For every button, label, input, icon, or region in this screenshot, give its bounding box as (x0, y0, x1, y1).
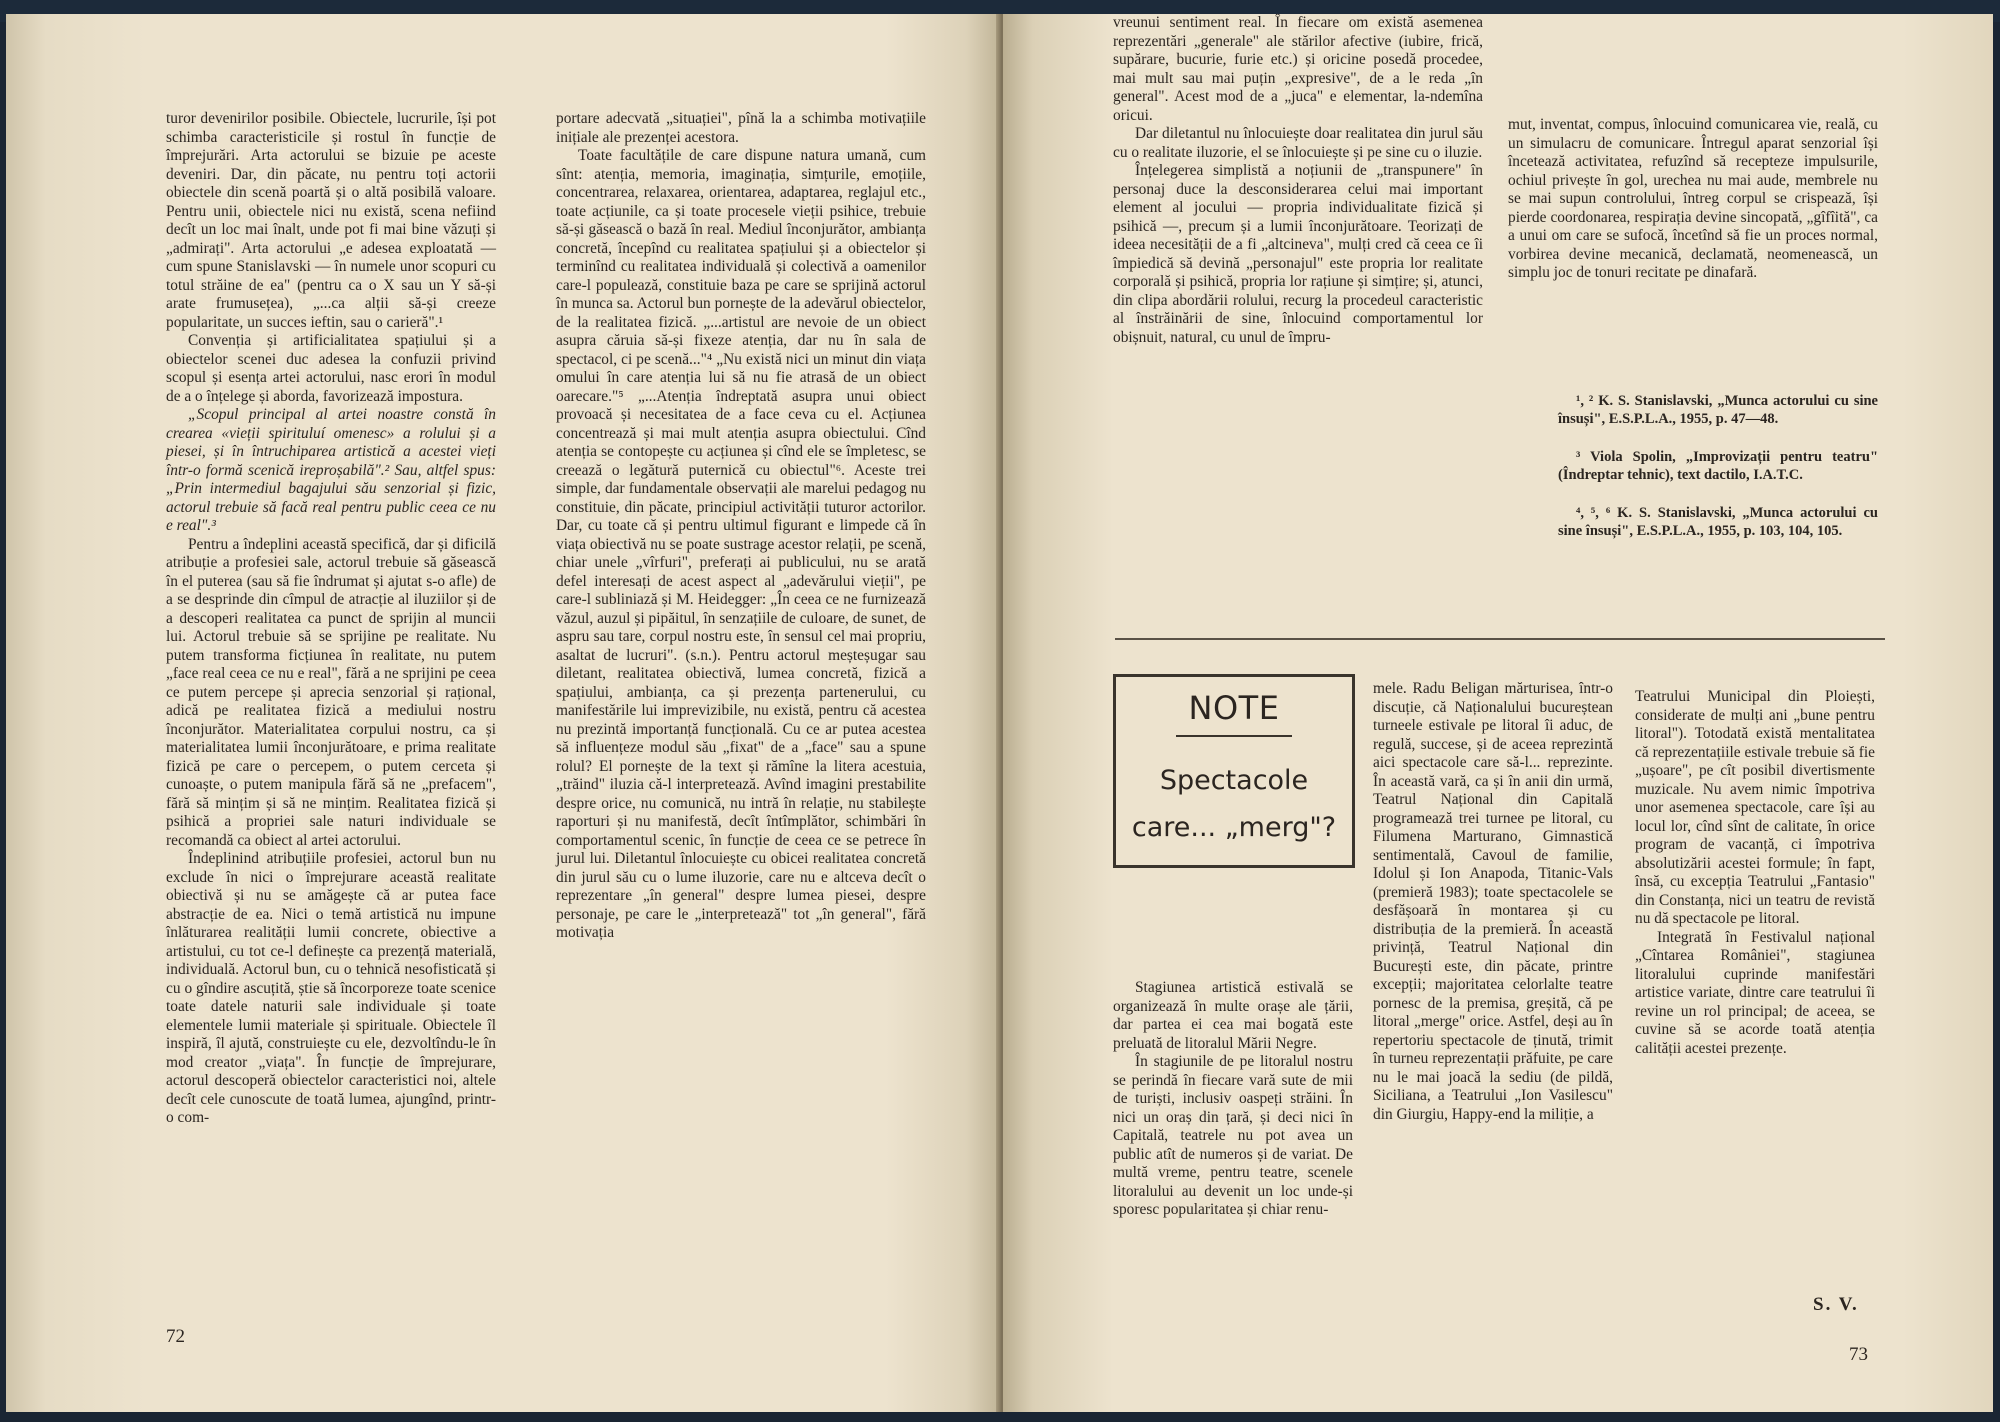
paragraph: Îndeplinind atribuțiile profesiei, actorul bun nu exclude în nici o împrejurare această realitate obiectivă și nu se amăgește că ar putea face abstracție de ea. Nici o temă artistică nu impune înlăturarea realității lumii concrete, obiective a artistului, cu tot ce-l definește ca prezență materială, individuală. Actorul bun, cu o tehnică nesofisticată și cu o gîndire ascuțită, știe să încorporeze toate scenice toate datele naturii sale individuale și toate elementele lumii materiale și spirituale. Obiectele îl inspiră, îl ajută, construiește cu ele, dezvoltîndu-le în mod creator „viața". În funcție de împrejurare, actorul descoperă obiectelor caracteristici noi, altele decît cele cunoscute de toată lumea, ajungînd, printr-o com- (166, 850, 496, 1126)
paragraph: portare adecvată „situației", pînă la a schimba motivațiile inițiale ale prezenței acestora. (556, 110, 926, 146)
right-page (1003, 14, 1993, 1412)
footnotes (1558, 392, 1878, 560)
paragraph: vreunui sentiment real. În fiecare om există asemenea reprezentări „generale" ale stărilor afective (iubire, frică, supărare, bucurie, furie etc.) și oricine posedă procedee, mai mult sau mai puțin „expresive", de a le reda „în general". Acest mod de a „juca" e elementar, la-ndemîna oricui. (1113, 14, 1483, 124)
article-title-line-1: Spectacole (1159, 765, 1309, 796)
footnote: ⁴, ⁵, ⁶ K. S. Stanislavski, „Munca actorului cu sine însuși", E.S.P.L.A., 1955, p. 103, 104, 105. (1558, 505, 1878, 539)
paragraph: Integrată în Festivalul național „Cîntarea României", stagiunea litoralului cuprinde manifestări artistice variate, dintre care teatrului îi revine un rol principal; de aceea, se cuvine să se acorde toată atenția calității acestei prezențe. (1635, 928, 1875, 1057)
paragraph: Toate facultățile de care dispune natura umană, cum sînt: atenția, memoria, imaginația, simțurile, emoțiile, concentrarea, relaxarea, orientarea, adaptarea, reglajul etc., toate acțiunile, ca și toate procesele vieții psihice, trebuie să-și găsească o bază în real. Mediul înconjurător, ambianța concretă, începînd cu realitatea spațiului și a obiectelor și terminînd cu realitatea individuală și colectivă a oamenilor care-l populează, constituie baza pe care se sprijină actorul în munca sa. Actorul bun pornește de la adevărul obiectelor, de la realitatea fizică. „...artistul are nevoie de un obiect asupra căruia să-și fixeze atenția, dar nu în sala de spectacol, ci pe scenă..."⁴ „Nu există nici un minut din viața omului în care atenția lui să nu fie atrasă de un obiect oarecare."⁵ „...Atenția îndreptată asupra unui obiect provoacă și necesitatea de a face ceva cu el. Acțiunea concentrează și mai mult atenția asupra obiectului. Cînd atenția se contopește cu acțiunea și cînd ele se împletesc, se creează o legătură puternică cu obiectul"⁶. Aceste trei simple, dar fundamentale observații ale marelui pedagog nu constituie, din păcate, principiul activității tuturor actorilor. Dar, cu toate că și pentru ultimul figurant e limpede că în viața obiectivă nu se poate sustrage acestor relații, pe scenă, chiar unele „vîrfuri", preferați ai publicului, nu se arată defel interesați de acest aspect al „adevărului vieții", pe care-l subliniază și M. Heidegger: „În ceea ce ne furnizează văzul, auzul și pipăitul, în senzațiile de culoare, de sunet, de aspru sau tare, corpul nostru este, în sensul cel mai propriu, asaltat de lucruri". (s.n.). Pentru actorul meșteșugar sau diletant, realitatea obiectivă, lumea concretă, fizică a spațiului, ambianța, ca și prezența partenerului, cu manifestările lui imprevizibile, nu există, pentru că acestea nu prezintă importanță funcțională. Cu ce ar putea acestea să influențeze modul său „fixat" de a „face" sau a spune rolul? El pornește de la text și rămîne la litera acestuia, „trăind" iluzia că-l interpretează. Avînd imagini prestabilite despre orice, nu comunică, nu intră în relație, nu stabilește raporturi și nu manifestă, decît întîmplător, schimbări în comportamentul scenic, în funcție de ceea ce se petrece în jurul lui. Diletantul înlocuiește cu obicei realitatea concretă din jurul său cu o lume iluzorie, care nu e altceva decît o reprezentare „în general" despre lumea piesei, despre personaje, pe care le „interpretează" tot „în general", fără motivația (556, 147, 926, 941)
paragraph: Convenția și artificialitatea spațiului și a obiectelor scenei duc adesea la confuzii privind scopul și esența artei actorului, nasc erori în modul de a o înțelege și aborda, favorizează impostura. (166, 332, 496, 405)
paragraph: Dar diletantul nu înlocuiește doar realitatea din jurul său cu o realitate iluzorie, el se înlocuiește și pe sine cu o iluzie. (1113, 125, 1483, 161)
page-number: 73 (1849, 1344, 1868, 1365)
paragraph: Stagiunea artistică estivală se organizează în multe orașe ale țării, dar partea ei cea mai bogată este preluată de litoralul Mării Negre. (1113, 979, 1353, 1052)
paragraph: Înțelegerea simplistă a noțiunii de „transpunere" în personaj duce la desconsiderarea celui mai important element al jocului — propria individualitate fizică și psihică —, precum și a lumii înconjurătoare. Teorizați de ideea necesității de a fi „altcineva", mulți cred că ceea ce îi împiedică să devină „personajul" este propria lor realitate corporală și psihică, propria lor rațiune și simțire; și, atunci, din clipa abordării rolului, recurg la procedeul caracteristic al înstrăinării de sine, înlocuind comportamentul lor obișnuit, natural, cu unul de împru- (1113, 162, 1483, 346)
footnote: ¹, ² K. S. Stanislavski, „Munca actorului cu sine însuși", E.S.P.L.A., 1955, p. 47—48. (1558, 393, 1878, 427)
paragraph: Pentru a îndeplini această specifică, dar și dificilă atribuție a profesiei sale, actorul trebuie să găsească în el puterea (sau să fie îndrumat și ajutat s-o afle) de a se desprinde din cîmpul de atracție al iluziilor și de a descoperi realitatea ca punct de sprijin al muncii lui. Actorul trebuie să se sprijine pe realitate. Nu putem transforma ficțiunea în realitate, nu putem „face real ceea ce nu e real", fără a ne sprijini pe ceea ce putem percepe și aprecia senzorial și rațional, adică pe realitatea fizică a mediului nostru înconjurător. Materialitatea corpului nostru, ca și materialitatea lumii înconjurătoare, e prima realitate fizică pe care o percepem, o putem cerceta și cunoaște, o putem manipula fără să ne „prefacem", fără să mințim și să ne mințim. Realitatea fizică și psihică a propriei sale naturi individuale se recomandă ca obiect al artei actorului. (166, 535, 496, 849)
notes-heading: NOTE (1188, 689, 1280, 727)
footnote: ³ Viola Spolin, „Improvizații pentru teatru" (Îndreptar tehnic), text dactilo, I.A.T.C. (1558, 449, 1878, 483)
author-signature: S. V. (1813, 1294, 1859, 1315)
article-title-line-2: care... „merg"? (1131, 812, 1337, 843)
heading-underline (1176, 735, 1292, 737)
notes-column-3 (1635, 688, 1875, 1058)
left-page-column-1 (166, 110, 496, 1128)
page-number: 72 (166, 1326, 185, 1347)
paragraph: mut, inventat, compus, înlocuind comunicarea vie, reală, cu un simulacru de comunicare. Întregul aparat senzorial își încetează activitatea, refuzînd să recepteze impulsurile, ochiul privește în gol, urechea nu mai aude, membrele nu se mai supun controlului, întreg corpul se crispează, își pierde coordonarea, respirația devine sincopată, „gîfîită", ca a unui om care se sufocă, încetînd să fie un proces normal, vorbirea devine mecanică, declamată, neomenească, un simplu joc de tonuri recitate pe dinafară. (1508, 116, 1878, 281)
paragraph: În stagiunile de pe litoralul nostru se perindă în fiecare vară sute de mii de turiști, inclusiv oaspeți străini. În nici un oraș din țară, și deci nici în Capitală, teatrele nu pot avea un public atît de numeros și de variat. De multă vreme, pentru teatre, scenele litoralului au devenit un loc unde-și sporesc popularitatea și chiar renu- (1113, 1053, 1353, 1218)
paragraph: mele. Radu Beligan mărturisea, într-o discuție, că Naționalului bucureștean turneele estivale pe litoral îi aduc, de regulă, succese, și de aceea reprezintă aici spectacole care să-l... reprezinte. În această vară, ca și în anii din urmă, Teatrul Național din Capitală programează trei turnee pe litoral, cu Filumena Marturano, Gimnastică sentimentală, Cavoul de familie, Idolul și Ion Anapoda, Titanic-Vals (premieră 1983); toate spectacolele se desfășoară în montarea și cu distribuția de la premieră. În această privință, Teatrul Național din București este, din păcate, printre excepții; majoritatea celorlalte teatre pornesc de la premisa, greșită, că pe litoral „merge" orice. Astfel, deși au în repertoriu spectacole de ținută, trimit în turneu reprezentații prăfuite, pe care nu le mai joacă la sediu (de pildă, Siciliana, a Teatrului „Ion Vasilescu" din Giurgiu, Happy-end la miliție, a (1373, 680, 1613, 1123)
notes-heading-box (1113, 674, 1355, 868)
left-page (6, 14, 1001, 1412)
right-page-column-2 (1508, 116, 1878, 283)
notes-column-1 (1113, 979, 1353, 1220)
notes-column-2 (1373, 680, 1613, 1124)
paragraph: turor devenirilor posibile. Obiectele, lucrurile, își pot schimba caracteristicile și rostul în funcție de împrejurări. Arta actorului se bizuie pe aceste deveniri. Dar, din păcate, nu pentru toți actorii obiectele din scenă poartă și o altă posibilă valoare. Pentru unii, obiectele nici nu există, scena nefiind decît un loc mai înalt, unde pot fi mai bine văzuți și „admirați". Arta actorului „e adesea exploatată — cum spune Stanislavski — în numele unor scopuri cu totul străine de ea" (pentru ca o X sau un Y să-și arate frumusețea), „...ca alții să-și creeze popularitate, un succes ieftin, sau o carieră".¹ (166, 110, 496, 331)
paragraph: Teatrului Municipal din Ploiești, considerate de mulți ani „bune pentru litoral"). Totodată există mentalitatea că reprezentațiile estivale trebuie să fie „ușoare", pe cît posibil divertismente muzicale. Nu avem nimic împotriva unor asemenea spectacole, care își au locul lor, cînd sînt de calitate, în orice program de vacanță, ci împotriva absolutizării acestei formule; în fapt, însă, cu excepția Teatrului „Fantasio" din Constanța, nici un teatru de revistă nu dă spectacole pe litoral. (1635, 688, 1875, 927)
left-page-column-2 (556, 110, 926, 943)
paragraph: „Scopul principal al artei noastre constă în crearea «vieții spirituluí omenesc» a rolului și a piesei, și în întruchiparea artistică a acestei vieți într-o formă scenică ireproșabilă".² Sau, altfel spus: „Prin intermediul bagajului său senzorial și fizic, actorul trebuie să facă real pentru public ceea ce nu e real".³ (166, 406, 496, 534)
section-divider (1115, 638, 1885, 640)
right-page-column-1 (1113, 14, 1483, 347)
